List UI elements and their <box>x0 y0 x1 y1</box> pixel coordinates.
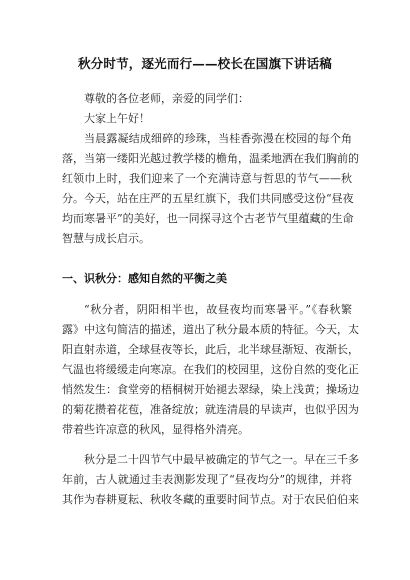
intro-line: 智慧与成长启示。 <box>62 232 150 245</box>
intro-line: 分。今天，站在庄严的五星红旗下，我们共同感受这份“昼夜 <box>62 192 354 205</box>
paragraph-line: 露》中这句简洁的描述，道出了秋分最本质的特征。今天，太 <box>62 323 359 336</box>
salutation: 尊敬的各位老师，亲爱的同学们： <box>84 92 249 105</box>
paragraph-line: 带着些许凉意的秋风，显得格外清亮。 <box>62 423 249 436</box>
intro-line: 落，当第一缕阳光越过教学楼的檐角，温柔地洒在我们胸前的 <box>62 152 359 165</box>
intro-line: 当晨露凝结成细碎的珍珠，当桂香弥漫在校园的每个角 <box>84 132 352 145</box>
paragraph-line: 气温也将缓缓走向寒凉。在我们的校园里，这份自然的变化正 <box>62 363 359 376</box>
greeting: 大家上午好！ <box>84 112 150 125</box>
paragraph-line: “秋分者，阴阳相半也，故昼夜均而寒暑平。”《春秋繁 <box>84 303 352 316</box>
intro-line: 均而寒暑平”的美好，也一同探寻这个古老节气里蕴藏的生命 <box>62 212 354 225</box>
paragraph-line: 悄然发生：食堂旁的梧桐树开始褪去翠绿，染上浅黄；操场边 <box>62 383 359 396</box>
intro-line: 红领巾上时，我们迎来了一个充满诗意与哲思的节气——秋 <box>62 172 352 185</box>
document-title: 秋分时节，逐光而行——校长在国旗下讲话稿 <box>77 56 332 71</box>
paragraph-line: 的菊花攒着花苞，准备绽放；就连清晨的早读声，也似乎因为 <box>62 403 359 416</box>
paragraph-line: 秋分是二十四节气中最早被确定的节气之一。早在三千多 <box>84 453 359 466</box>
section-heading: 一、识秋分：感知自然的平衡之美 <box>62 272 227 285</box>
paragraph-line: 阳直射赤道，全球昼夜等长，此后，北半球昼渐短、夜渐长， <box>62 343 359 356</box>
paragraph-line: 其作为春耕夏耘、秋收冬藏的重要时间节点。对于农民伯伯来 <box>62 493 359 506</box>
paragraph-line: 年前，古人就通过圭表测影发现了“昼夜均分”的规律，并将 <box>62 473 352 486</box>
